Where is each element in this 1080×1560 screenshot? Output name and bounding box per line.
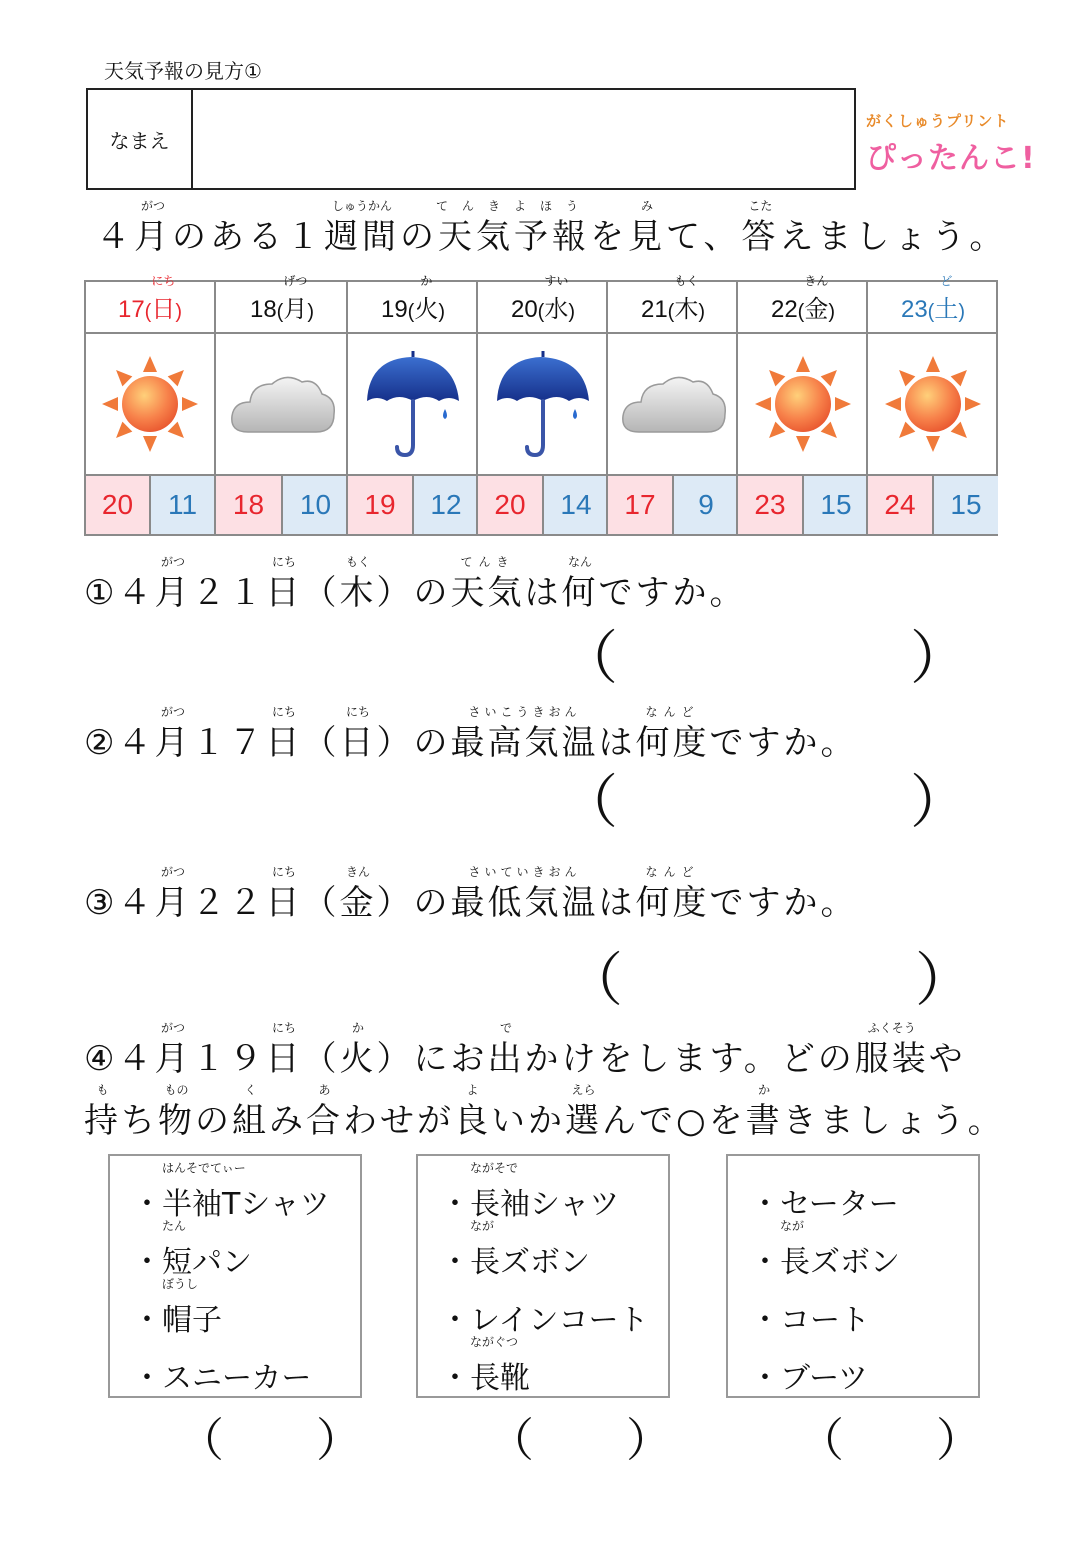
brand-logo <box>866 110 1036 180</box>
cloud-icon <box>216 334 348 476</box>
logo-wordmark: ぴったんこ! <box>866 141 1036 176</box>
day-of-week-ruby: すい <box>544 274 569 288</box>
low-temperature: 11 <box>151 476 214 534</box>
date-number: 20 <box>510 296 538 323</box>
forecast-date: 20 ( 水 すい ) <box>478 282 608 334</box>
answer-3-open: （ <box>565 946 624 1014</box>
umbrella-icon <box>348 334 478 476</box>
answer-3-field[interactable] <box>615 956 915 1010</box>
day-of-week-ruby: げつ <box>283 274 308 288</box>
forecast-temperatures <box>478 476 608 534</box>
high-temperature: 23 <box>738 476 804 534</box>
sun-icon <box>86 334 214 476</box>
low-temperature: 15 <box>804 476 868 534</box>
forecast-date: 17 ( 日 にち ) <box>86 282 214 334</box>
forecast-temperatures <box>216 476 348 534</box>
day-of-week-ruby: ど <box>940 274 953 288</box>
sun-icon <box>738 334 868 476</box>
date-number: 17 <box>117 296 145 323</box>
date-number: 19 <box>380 296 408 323</box>
option-item: ・ブーツ <box>750 1361 868 1396</box>
option-item: ・長袖シャツ ながそで <box>440 1161 620 1222</box>
low-temperature: 10 <box>283 476 348 534</box>
high-temperature: 19 <box>348 476 414 534</box>
option-item: ・セーター <box>750 1187 899 1222</box>
sun-icon <box>868 334 998 476</box>
high-temperature: 24 <box>868 476 934 534</box>
question-4-line-1: ④４月 がつ １９日 にち （火 か ）にお出 で かけをします。どの服装 ふくそう や <box>84 1021 966 1079</box>
low-temperature: 15 <box>934 476 998 534</box>
day-of-week-ruby: か <box>420 274 433 288</box>
option-box-3 <box>726 1154 980 1398</box>
forecast-date: 23 ( 土 ど ) <box>868 282 998 334</box>
day-of-week: 水 <box>544 296 569 323</box>
question-2: ②４月 がつ １７日 にち （日 にち ）の最高気温 さいこうきおん は何度 なんど ですか。 <box>84 705 858 763</box>
forecast-day-23 <box>866 274 998 534</box>
question-4-line-2: 持 も ち物 もの の組 く み合 あ わせが良 よ いか選 えら んで○を書 か きましょう。 <box>84 1083 1005 1141</box>
answer-3-close: ） <box>915 946 974 1014</box>
option-box-1 <box>108 1154 362 1398</box>
forecast-temperatures <box>738 476 868 534</box>
answer-2-close: ） <box>910 768 969 836</box>
forecast-temperatures <box>86 476 214 534</box>
day-of-week: 土 <box>934 296 959 323</box>
question-1: ①４月 がつ ２１日 にち （木 もく ）の天気 てんき は何 なん ですか。 <box>84 555 747 613</box>
logo-tagline: がくしゅうプリント <box>866 112 1010 130</box>
date-number: 22 <box>770 296 798 323</box>
forecast-date: 22 ( 金 きん ) <box>738 282 868 334</box>
high-temperature: 20 <box>86 476 151 534</box>
cloud-icon <box>608 334 738 476</box>
date-number: 23 <box>900 296 928 323</box>
low-temperature: 12 <box>414 476 478 534</box>
option-item: ・スニーカー <box>132 1361 312 1396</box>
option-answer-1[interactable]: （ ） <box>178 1413 362 1467</box>
name-box <box>86 88 856 190</box>
forecast-day-18 <box>214 274 348 534</box>
day-of-week: 日 <box>151 296 176 323</box>
name-label: なまえ <box>88 90 193 188</box>
option-item: ・半袖Tシャツ はんそでてぃー <box>132 1161 330 1222</box>
high-temperature: 18 <box>216 476 283 534</box>
answer-2-open: （ <box>560 768 619 836</box>
date-number: 18 <box>249 296 277 323</box>
answer-2-field[interactable] <box>610 778 910 832</box>
name-field[interactable] <box>193 90 854 188</box>
day-of-week: 火 <box>414 296 439 323</box>
day-of-week: 月 <box>283 296 308 323</box>
day-of-week: 木 <box>674 296 699 323</box>
option-item: ・短パン たん <box>132 1219 252 1280</box>
question-3: ③４月 がつ ２２日 にち （金 きん ）の最低気温 さいていきおん は何度 なんど ですか。 <box>84 865 858 923</box>
option-item: ・長靴 ながぐつ <box>440 1335 530 1396</box>
forecast-day-20 <box>476 274 608 534</box>
document-title: 天気予報の見方① <box>104 59 262 83</box>
forecast-day-21 <box>606 274 738 534</box>
day-of-week-ruby: きん <box>804 274 829 288</box>
day-of-week-ruby: もく <box>674 274 699 288</box>
option-item: ・レインコート <box>440 1303 649 1338</box>
low-temperature: 14 <box>544 476 608 534</box>
option-item: ・長ズボン なが <box>440 1219 590 1280</box>
date-number: 21 <box>640 296 668 323</box>
forecast-date: 21 ( 木 もく ) <box>608 282 738 334</box>
forecast-day-19 <box>346 274 478 534</box>
answer-1-field[interactable] <box>610 634 910 688</box>
day-of-week-ruby: にち <box>151 274 176 288</box>
forecast-temperatures <box>868 476 998 534</box>
option-answer-3[interactable]: （ ） <box>798 1413 982 1467</box>
forecast-day-22 <box>736 274 868 534</box>
high-temperature: 20 <box>478 476 544 534</box>
option-answer-2[interactable]: （ ） <box>488 1413 672 1467</box>
option-box-2 <box>416 1154 670 1398</box>
umbrella-icon <box>478 334 608 476</box>
forecast-date: 18 ( 月 げつ ) <box>216 282 348 334</box>
option-item: ・長ズボン なが <box>750 1219 900 1280</box>
option-item: ・コート <box>750 1303 870 1338</box>
answer-1-close: ） <box>910 624 969 692</box>
high-temperature: 17 <box>608 476 674 534</box>
answer-1-open: （ <box>560 624 619 692</box>
weekly-forecast-table <box>84 274 998 536</box>
low-temperature: 9 <box>674 476 738 534</box>
forecast-date: 19 ( 火 か ) <box>348 282 478 334</box>
day-of-week: 金 <box>804 296 829 323</box>
forecast-day-17 <box>86 274 214 534</box>
intro-instruction: ４月 がつ のある１週間 しゅうかん の天気予報 てんきよほう を見 み て、答 こた えましょう。 <box>96 199 1008 257</box>
option-item: ・帽子 ぼうし <box>132 1277 222 1338</box>
forecast-temperatures <box>348 476 478 534</box>
forecast-temperatures <box>608 476 738 534</box>
